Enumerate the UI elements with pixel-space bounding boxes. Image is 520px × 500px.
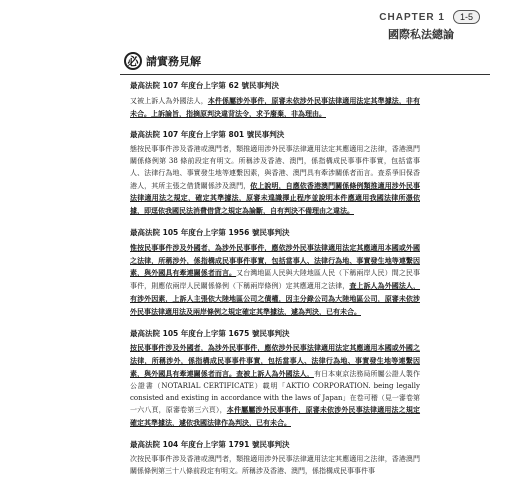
- highlighted-text: 本件屬屬涉外民事事件，原審未依涉外民事法律適用法之規定確定其準據法，遽依我國法律作為判決，已有未合。: [130, 405, 421, 428]
- book-title: 國際私法總論: [388, 28, 454, 41]
- body-text: 態按民事事件涉及香港或澳門者，類推適用涉外民事法律適用法定其應適用之法律，香港澳門關係條例第 38 條前段定有明文。所稱涉及香港、澳門，係指構成民事事件事實，包括當事人、法律行為地、事實發生地等連繫因素，與香港、澳門具有牽涉關係者而言。查系爭旧保香港人，其所主張之借貸關係涉及澳門，: [130, 145, 420, 190]
- case-body: [130, 144, 420, 218]
- case-entry: [130, 227, 420, 319]
- body-text: 次按民事事件涉及香港或澳門者，類推適用涉外民事法律適用法定其應適用之法律，香港澳門關係條例第三十八條前段定有明文。所稱涉及香港、澳門，係指構成民事事件事: [130, 454, 420, 475]
- case-body: [130, 342, 420, 430]
- highlighted-text: 依上說明，自應依香港澳門關係條例類推適用涉外民事法律適用法之規定，確定其準據法，原審未遑識擇止程序並說明本件應適用我國法律所憑依據，即逕依我國民法消費借貸之規定為論斷，自有判決不備理由之違法。: [130, 180, 421, 216]
- section-heading: [124, 52, 201, 70]
- case-body: [130, 454, 420, 478]
- case-title: 最高法院 105 年度台上字第 1956 號民事判決: [130, 227, 290, 237]
- must-read-icon: 必: [124, 52, 142, 70]
- body-text: 又被上訴人為外國法人，: [130, 96, 208, 105]
- highlighted-text: 按民事事件涉及外國者，為涉外民事事件，應依涉外民事法律適用法定其應適用本國或外國之法律，所稱涉外，係指構成民事事件事實，包括當事人、法律行為地、事實發生地等連繫因素，與外國具有牽連關係者而言。查被上訴人為外國法人，: [130, 343, 420, 378]
- case-list: [130, 80, 420, 486]
- highlighted-text: 惟按民事事件涉及外國者，為涉外民事事件，應依涉外民事法律適用法定其應適用本國或外國之法律，所稱涉外，係指構成民事事件事實，包括當事人、法律行為地、事實發生地等連繫因素，與外國具有牽連關係者而言。: [130, 242, 420, 278]
- case-title: 最高法院 107 年度台上字第 801 號民事判決: [130, 130, 285, 140]
- case-entry: [130, 328, 420, 430]
- page-header: [379, 10, 480, 42]
- section-title: 請實務見解: [146, 55, 201, 68]
- highlighted-text: 查上訴人為外國法人，有涉外因素，上訴人主張依大陸地區公司之債權，因主分錄公司為大陸地區公司，原審未依涉外民事法律適用法及兩岸條例之規定確定其準據法，遽為判決，已有未合。: [130, 281, 421, 316]
- case-body: [130, 242, 420, 319]
- case-title: 最高法院 107 年度台上字第 62 號民事判決: [130, 81, 280, 90]
- body-text: 有日本東京法務局所屬公證人製作公證書（NOTARIAL CERTIFICATE）載明「AKTIO CORPORATION. being legally consisted and existing in accordance with the laws of Japan」在卷可稽（見一審卷第一六八頁，原審卷第三六頁），: [130, 369, 421, 415]
- chapter-line: [379, 10, 480, 24]
- chapter-label: CHAPTER 1: [379, 11, 445, 23]
- case-title: 最高法院 104 年度台上字第 1791 號民事判決: [130, 439, 290, 449]
- section-divider: [120, 74, 490, 75]
- case-entry: [130, 129, 420, 218]
- page-number-badge: 1-5: [453, 10, 480, 24]
- highlighted-text: 本件係屬涉外事件，原審未依涉外民事法律適用法定其準據法，非有未合。上訴論旨，指摘原判決違背法令，求予廢棄，非為理由。: [130, 95, 421, 118]
- case-entry: [130, 80, 420, 120]
- body-text: 又台灣地區人民與大陸地區人民（下稱兩岸人民）間之民事事件，則應依兩岸人民關係條例（下稱兩岸條例）定其應適用之法律，: [130, 269, 420, 291]
- case-entry: [130, 439, 420, 477]
- case-title: 最高法院 105 年度台上字第 1675 號民事判決: [130, 328, 290, 338]
- case-body: [130, 95, 420, 121]
